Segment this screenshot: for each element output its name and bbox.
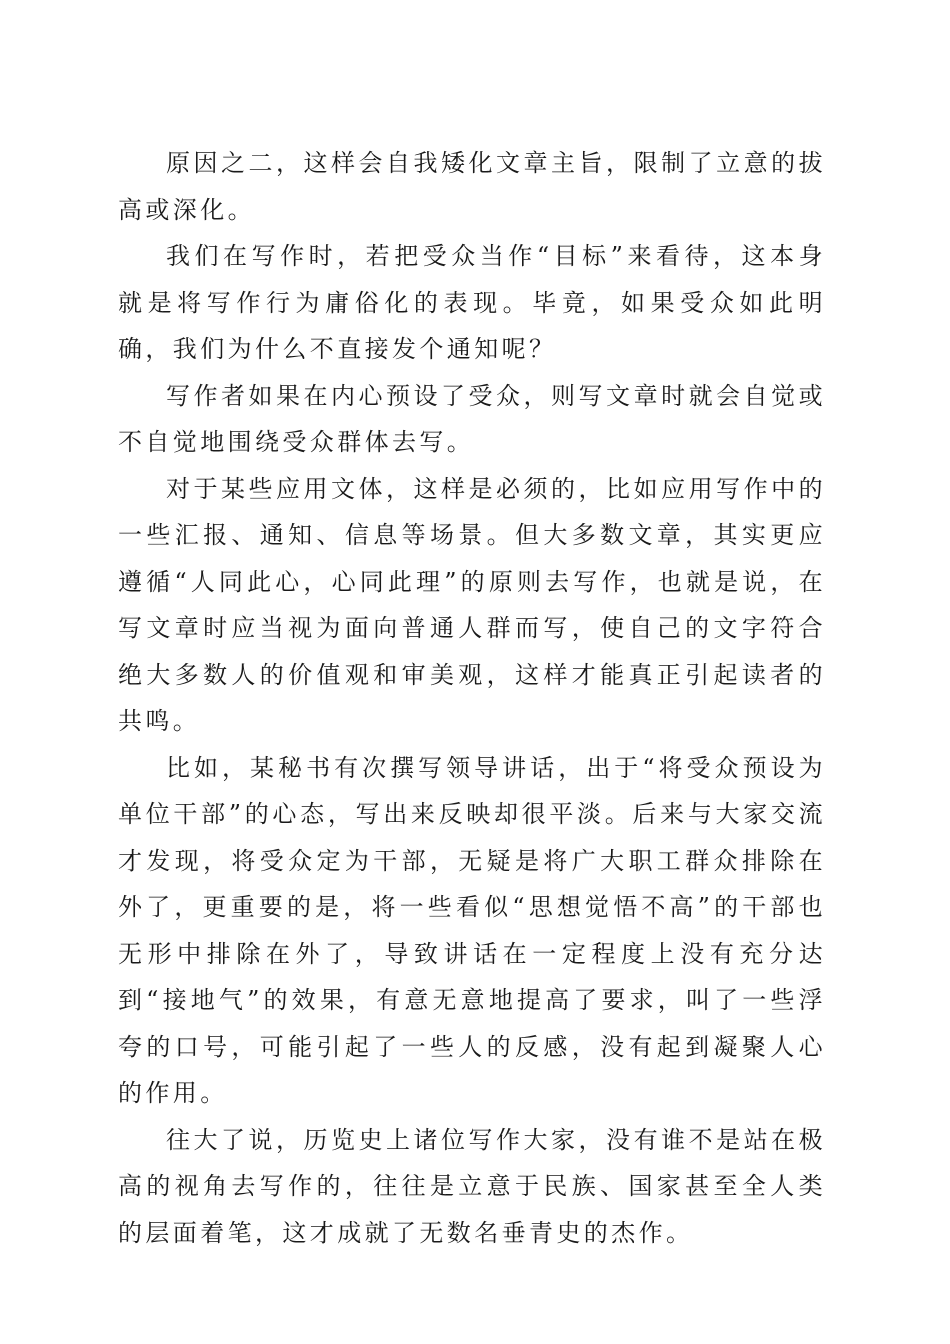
paragraph-3: 写作者如果在内心预设了受众，则写文章时就会自觉或不自觉地围绕受众群体去写。 (118, 381, 826, 456)
paragraph-5: 比如，某秘书有次撰写领导讲话，出于“将受众预设为单位干部”的心态，写出来反映却很平淡。后来与大家交流才发现，将受众定为干部，无疑是将广大职工群众排除在外了，更重要的是，将一些看似“思想觉悟不高”的干部也无形中排除在外了，导致讲话在一定程度上没有充分达到“接地气”的效果，有意无意地提高了要求，叫了一些浮夸的口号，可能引起了一些人的反感，没有起到凝聚人心的作用。 (118, 753, 826, 1107)
paragraph-1: 原因之二，这样会自我矮化文章主旨，限制了立意的拔高或深化。 (118, 149, 826, 224)
paragraph-6: 往大了说，历览史上诸位写作大家，没有谁不是站在极高的视角去写作的，往往是立意于民族、国家甚至全人类的层面着笔，这才成就了无数名垂青史的杰作。 (118, 1125, 826, 1247)
paragraph-2: 我们在写作时，若把受众当作“目标”来看待，这本身就是将写作行为庸俗化的表现。毕竟，如果受众如此明确，我们为什么不直接发个通知呢？ (118, 242, 826, 363)
paragraph-4: 对于某些应用文体，这样是必须的，比如应用写作中的一些汇报、通知、信息等场景。但大多数文章，其实更应遵循“人同此心，心同此理”的原则去写作，也就是说，在写文章时应当视为面向普通人群而写，使自己的文字符合绝大多数人的价值观和审美观，这样才能真正引起读者的共鸣。 (118, 474, 826, 735)
document-body (118, 140, 826, 1256)
